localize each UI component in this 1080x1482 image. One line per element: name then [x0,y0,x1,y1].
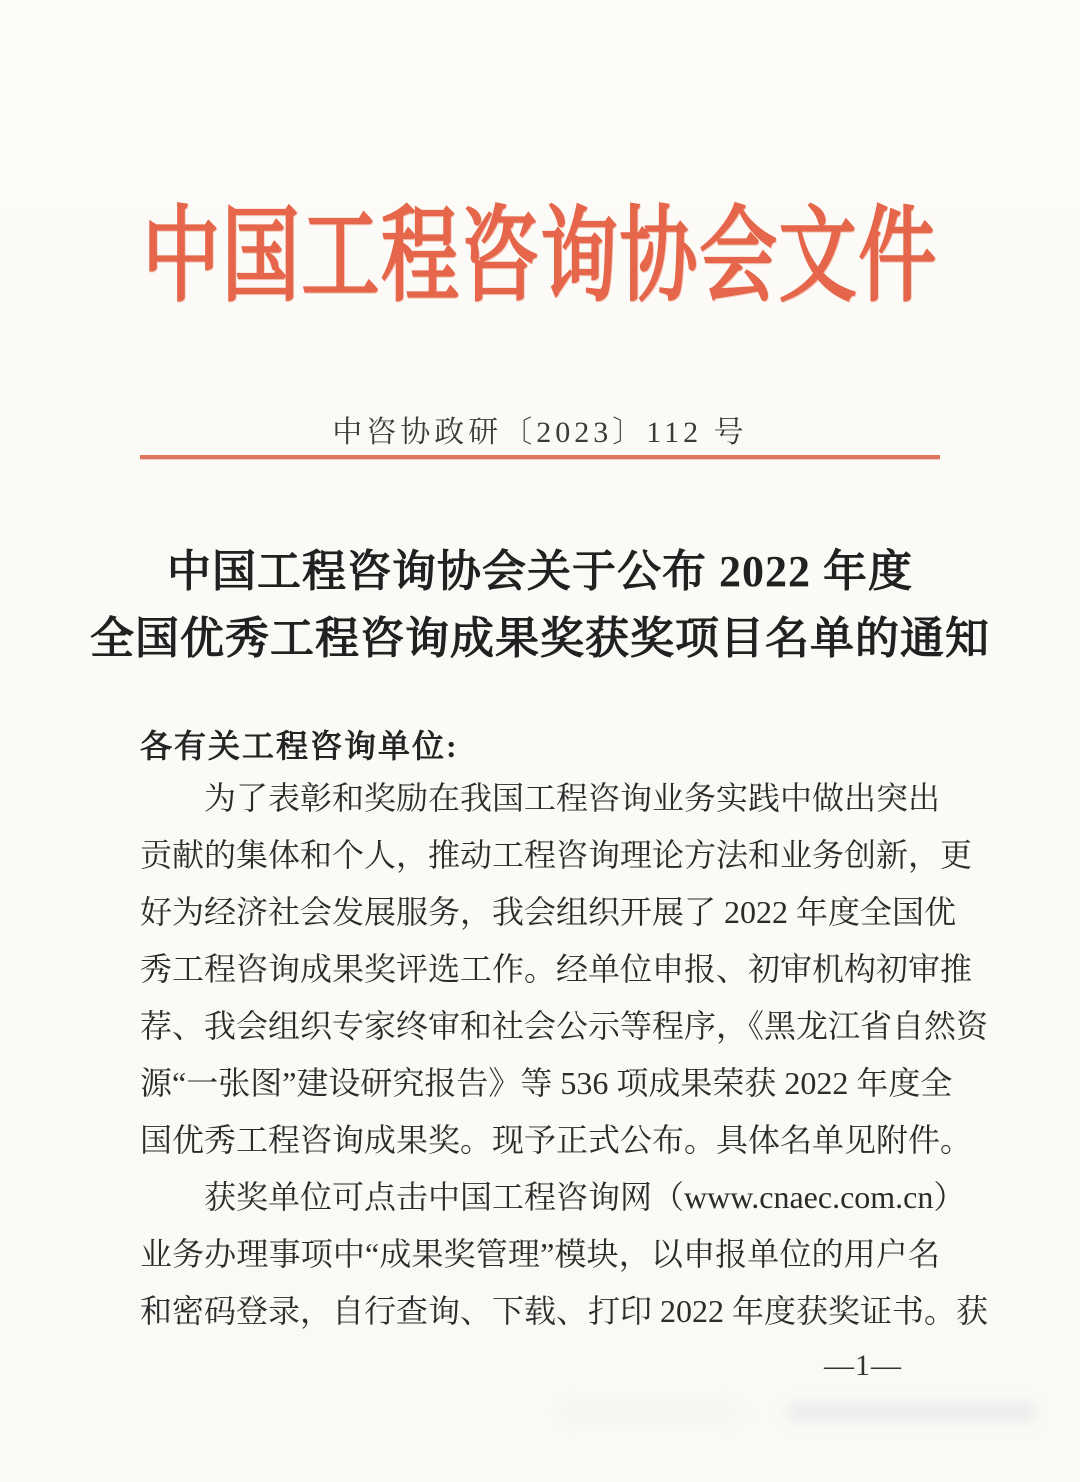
scan-bleed-artifact [560,1406,740,1418]
scan-bleed-artifact [786,1402,1036,1422]
notice-title [0,538,1080,672]
body-line: 业务办理事项中“成果奖管理”模块，以申报单位的用户名 [140,1236,940,1272]
notice-title-line-2: 全国优秀工程咨询成果奖获奖项目名单的通知 [90,614,990,663]
body-line: 贡献的集体和个人，推动工程咨询理论方法和业务创新，更 [140,837,973,873]
body-line: 为了表彰和奖励在我国工程咨询业务实践中做出突出 [204,780,941,816]
page-number: —1— [824,1349,902,1382]
body-line: 获奖单位可点击中国工程咨询网（www.cnaec.com.cn） [204,1179,966,1215]
doc-number: 中咨协政研〔2023〕112 号 [332,416,748,449]
body-line: 秀工程咨询成果奖评选工作。经单位申报、初审机构初审推 [140,951,973,987]
body-line: 荐、我会组织专家终审和社会公示等程序，《黑龙江省自然资 [140,1008,989,1044]
body-line: 源“一张图”建设研究报告》等 536 项成果荣获 2022 年度全 [140,1065,953,1101]
red-divider-line [140,455,940,459]
letterhead-title [0,198,1080,315]
salutation: 各有关工程咨询单位: [140,728,459,764]
notice-title-line-1: 中国工程咨询协会关于公布 2022 年度 [167,547,913,596]
body-text [140,778,989,1348]
letterhead-title-text: 中国工程咨询协会文件 [142,198,938,315]
body-line: 国优秀工程咨询成果奖。现予正式公布。具体名单见附件。 [140,1122,973,1158]
body-line: 和密码登录，自行查询、下载、打印 2022 年度获奖证书。获 [140,1293,989,1329]
body-line: 好为经济社会发展服务，我会组织开展了 2022 年度全国优 [140,894,957,930]
